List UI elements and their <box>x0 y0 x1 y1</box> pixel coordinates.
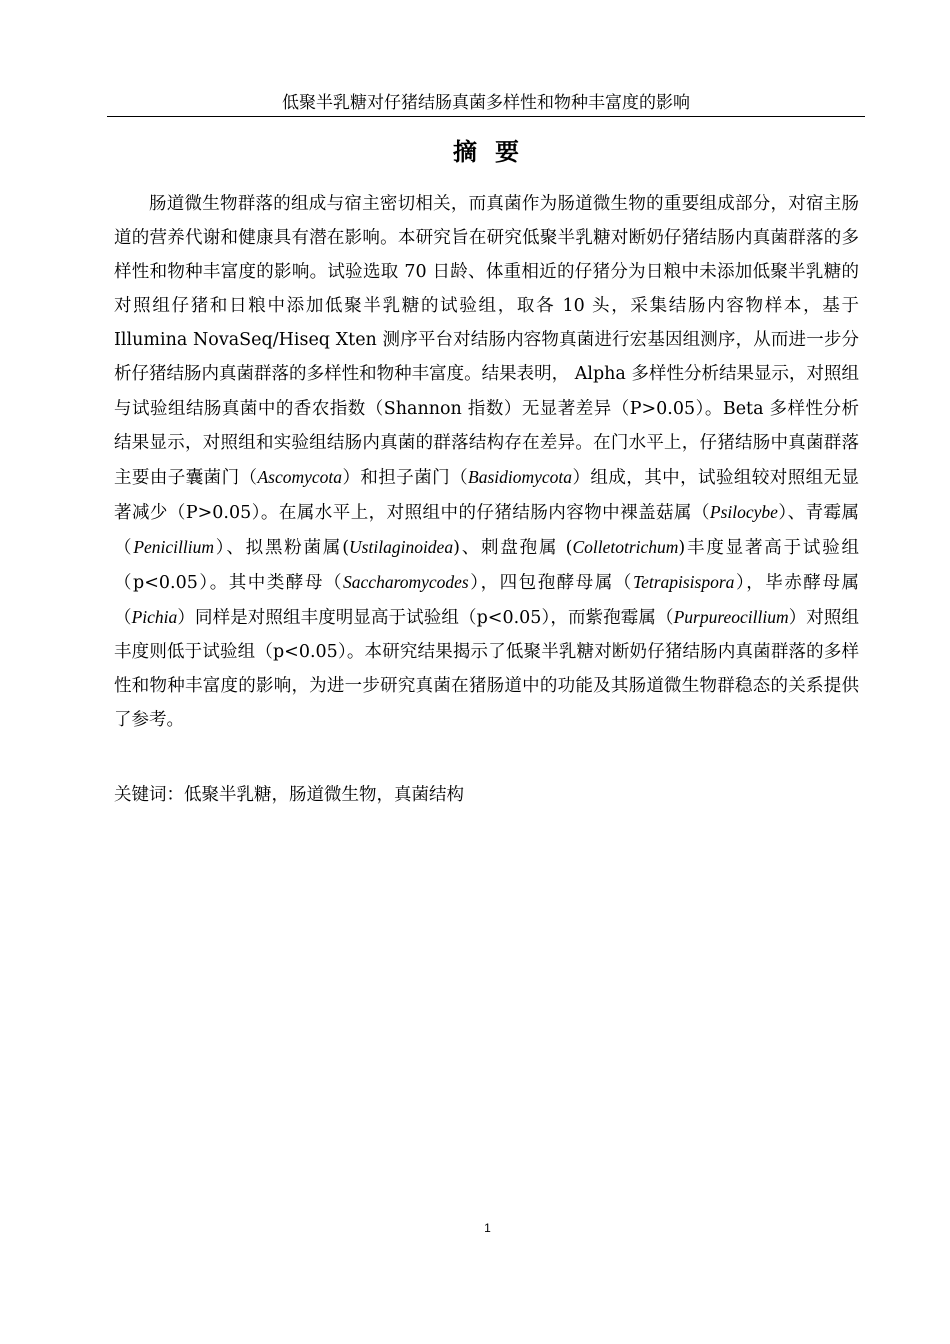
abstract-text-segment: ）对照组丰度则低于试验组（p<0.05）。本研究结果揭示了低聚半乳糖对断奶仔猪结肠内真菌群落的多样性和物种丰富度的影响，为进一步研究真菌在猪肠道中的功能及其肠道微生物群稳态的关系提供了参考。 <box>114 608 860 731</box>
abstract-title: 摘要 <box>453 137 537 166</box>
taxon-name: Basidiomycota <box>468 466 573 487</box>
abstract-text-segment: )丰度显著高于试验组（p<0.05）。其中类酵母（ <box>114 537 860 594</box>
running-header-title: 低聚半乳糖对仔猪结肠真菌多样性和物种丰富度的影响 <box>282 93 690 113</box>
abstract-text-segment: ）、拟黑粉菌属( <box>214 537 350 558</box>
taxon-name: Saccharomycodes <box>343 572 469 593</box>
keywords-line: 关键词：低聚半乳糖，肠道微生物，真菌结构 <box>114 785 464 805</box>
taxon-name: Psilocybe <box>709 501 778 522</box>
taxon-name: Pichia <box>131 607 178 628</box>
taxon-name: Tetrapisispora <box>632 572 735 593</box>
taxon-name: Penicillium <box>133 536 214 557</box>
abstract-body <box>114 187 859 738</box>
abstract-text-segment: ）、青霉属（ <box>114 502 860 558</box>
header-rule <box>107 116 865 117</box>
abstract-text-segment: ）同样是对照组丰度明显高于试验组（p<0.05），而紫孢霉属（ <box>177 608 674 629</box>
abstract-text-segment: ）和担子菌门（ <box>342 467 469 488</box>
page-number: 1 <box>484 1221 491 1235</box>
taxon-name: Ascomycota <box>257 466 343 487</box>
abstract-text-segment: ），毕赤酵母属（ <box>114 573 859 629</box>
abstract-text-segment: ）组成，其中，试验组较对照组无显著减少（P>0.05）。在属水平上，对照组中的仔猪结肠内容物中裸盖菇属（ <box>114 467 860 523</box>
abstract-text-segment: )、刺盘孢属 ( <box>453 537 573 558</box>
taxon-name: Purpureocillium <box>673 607 789 628</box>
taxon-name: Ustilaginoidea <box>349 536 454 557</box>
taxon-name: Colletotrichum <box>572 536 679 557</box>
abstract-text-segment: ），四包孢酵母属（ <box>468 573 633 594</box>
abstract-text-segment: 肠道微生物群落的组成与宿主密切相关，而真菌作为肠道微生物的重要组成部分，对宿主肠道的营养代谢和健康具有潜在影响。本研究旨在研究低聚半乳糖对断奶仔猪结肠内真菌群落的多样性和物种丰富度的影响。试验选取 70 日龄、体重相近的仔猪分为日粮中未添加低聚半乳糖的对照组仔猪和日粮中添加低聚半乳糖的试验组，取各 10 头，采集结肠内容物样本，基于 Illumina NovaSeq/Hiseq Xten 测序平台对结肠内容物真菌进行宏基因组测序，从而进一步分析仔猪结肠内真菌群落的多样性和物种丰富度。结果表明， Alpha 多样性分析结果显示，对照组与试验组结肠真菌中的香农指数（Shannon 指数）无显著差异（P>0.05）。Beta 多样性分析结果显示，对照组和实验组结肠内真菌的群落结构存在差异。在门水平上，仔猪结肠中真菌群落主要由子囊菌门（ <box>114 194 859 488</box>
